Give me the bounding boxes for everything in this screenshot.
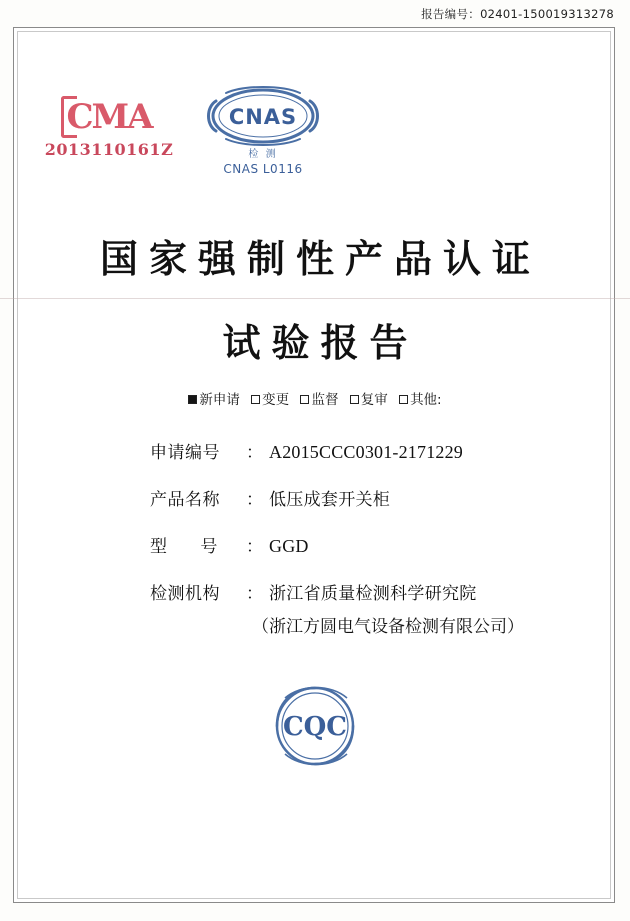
cma-code: 2013110161Z: [44, 140, 174, 159]
field-value-testing-organization-alias: （浙江方圆电气设备检测有限公司）: [252, 617, 524, 637]
application-type-label-4: 其他:: [410, 392, 442, 408]
application-type-label-0: 新申请: [199, 392, 240, 408]
document-subtitle: 试验报告: [222, 320, 419, 365]
report-number: [421, 6, 614, 22]
field-colon: ：: [246, 490, 263, 510]
field-value-model: GGD: [269, 536, 309, 556]
cqc-seal: [0, 672, 630, 785]
checkbox-icon[interactable]: [251, 395, 260, 404]
application-type-option-3[interactable]: [350, 388, 388, 408]
field-value-product-name: 低压成套开关柜: [269, 490, 391, 510]
field-label-model: 型 号: [150, 537, 232, 557]
svg-text:CQC: CQC: [282, 712, 348, 742]
checkbox-icon[interactable]: [188, 395, 197, 404]
field-list: [150, 438, 550, 657]
field-value-application-number: A2015CCC0301-2171229: [269, 442, 464, 462]
application-type-label-2: 监督: [311, 392, 339, 408]
field-colon: ：: [246, 443, 263, 463]
field-colon: ：: [246, 584, 263, 604]
field-label-application-number: 申请编号: [150, 443, 220, 463]
checkbox-icon[interactable]: [350, 395, 359, 404]
field-row-testing-organization: [150, 579, 550, 604]
document-title: 国家强制性产品认证: [99, 236, 541, 281]
field-row-model: [150, 532, 550, 557]
scan-artifact-line: [0, 298, 630, 299]
report-number-value: 02401-150019313278: [480, 7, 614, 21]
svg-text:CNAS: CNAS: [228, 105, 298, 129]
cnas-sub-label: 检 测: [248, 149, 278, 160]
cqc-icon: [261, 672, 369, 780]
cnas-accreditation-code: CNAS L0116: [223, 162, 303, 176]
application-type-row: [0, 388, 630, 408]
application-type-option-1[interactable]: [251, 388, 289, 408]
field-colon: ：: [246, 537, 263, 557]
report-number-label: 报告编号：: [421, 7, 481, 21]
application-type-option-4[interactable]: [399, 388, 442, 408]
checkbox-icon[interactable]: [399, 395, 408, 404]
certification-marks: [0, 85, 630, 200]
field-label-testing-organization: 检测机构: [150, 584, 220, 604]
field-value-testing-organization: 浙江省质量检测科学研究院: [269, 584, 477, 604]
application-type-label-1: 变更: [262, 392, 290, 408]
cma-mark-block: [44, 97, 174, 159]
cnas-icon: [204, 85, 322, 147]
field-row-product-name: [150, 485, 550, 510]
field-label-product-name: 产品名称: [150, 490, 220, 510]
checkbox-icon[interactable]: [300, 395, 309, 404]
application-type-option-2[interactable]: [300, 388, 338, 408]
field-row-application-number: [150, 438, 550, 463]
application-type-label-3: 复审: [360, 392, 388, 408]
application-type-option-0[interactable]: [188, 388, 240, 408]
cma-icon: CMA: [66, 97, 152, 137]
cnas-mark-block: [178, 85, 348, 176]
